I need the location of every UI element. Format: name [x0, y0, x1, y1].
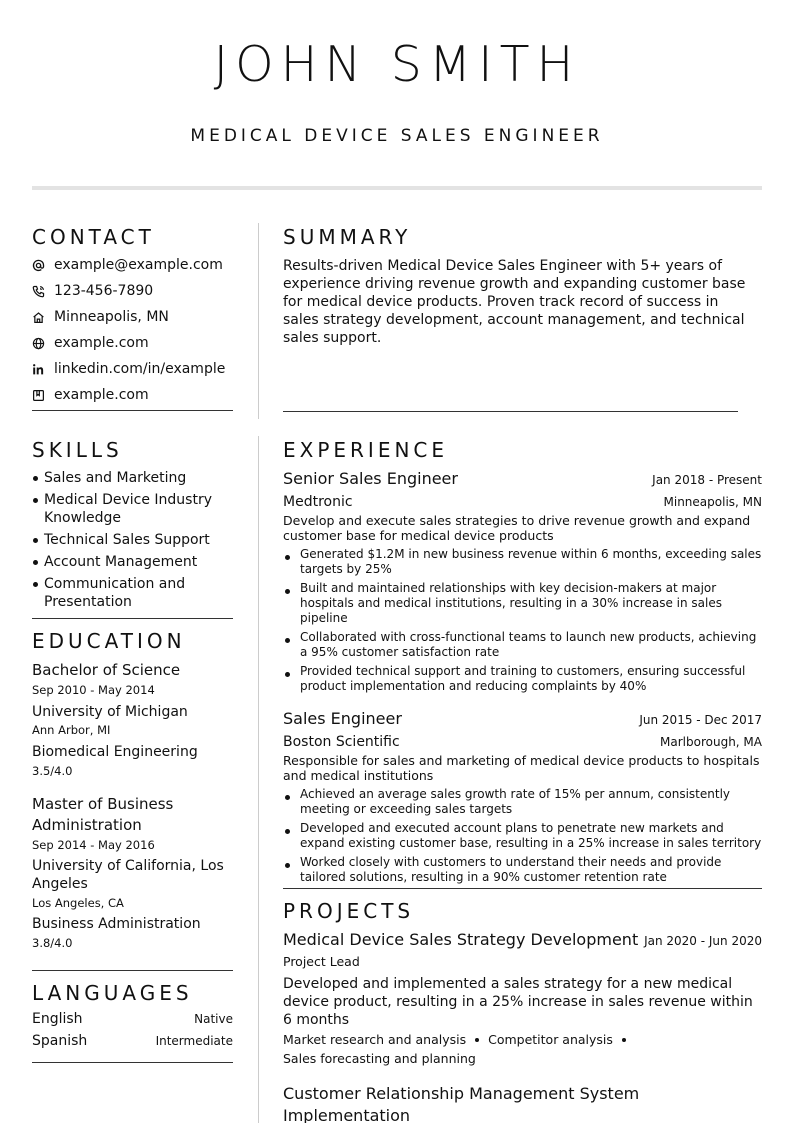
linkedin-icon: [32, 363, 54, 376]
project-tags: [283, 1030, 762, 1068]
candidate-name: JOHN SMITH: [213, 36, 581, 93]
contact-title: CONTACT: [32, 225, 155, 249]
contact-linkedin[interactable]: [32, 356, 233, 382]
summary-text: Results-driven Medical Device Sales Engineer with 5+ years of experience driving revenue growth and expanding customer base for medical device products. Proven track record of success in sales strategy development, account management, and technical sales support.: [283, 258, 746, 346]
tag-separator: [622, 1038, 626, 1042]
project-tag: Competitor analysis: [488, 1032, 613, 1047]
language-name: English: [32, 1011, 83, 1027]
summary-divider: [283, 411, 738, 412]
job-dates: Jan 2018 - Present: [652, 473, 762, 487]
achievement-item: Developed and executed account plans to penetrate new markets and expand existing customer base, resulting in a 25% increase in sales territory: [283, 821, 762, 851]
job-entry: [283, 708, 762, 885]
project-title: Medical Device Sales Strategy Development: [283, 930, 639, 949]
contact-section: [32, 225, 233, 411]
skill-item: Medical Device Industry Knowledge: [32, 491, 233, 527]
edu-gpa: 3.5/4.0: [32, 764, 73, 778]
experience-divider: [283, 888, 762, 889]
project-entry: [283, 1083, 762, 1123]
job-title: Senior Sales Engineer: [283, 469, 458, 488]
education-entry: [32, 660, 233, 779]
projects-title: PROJECTS: [283, 899, 415, 923]
summary-section: [283, 225, 746, 347]
achievement-item: Built and maintained relationships with key decision-makers at major hospitals and medical institutions, resulting in a 30% increase in sales pipeline: [283, 581, 762, 626]
languages-section: [32, 981, 233, 1055]
job-entry: [283, 468, 762, 694]
column-divider-top: [258, 223, 259, 419]
project-dates: Jan 2020 - Jun 2020: [644, 934, 762, 948]
contact-portfolio[interactable]: [32, 382, 233, 408]
education-section: [32, 629, 233, 951]
contact-phone[interactable]: [32, 278, 233, 304]
column-divider-bottom: [258, 436, 259, 1123]
achievement-item: Collaborated with cross-functional teams to launch new products, achieving a 95% customer satisfaction rate: [283, 630, 762, 660]
skills-title: SKILLS: [32, 438, 123, 462]
portfolio-icon: [32, 389, 54, 402]
project-tag: Market research and analysis: [283, 1032, 467, 1047]
skill-item: Communication and Presentation: [32, 575, 233, 611]
home-icon: [32, 311, 54, 324]
edu-location: Los Angeles, CA: [32, 896, 124, 910]
experience-title: EXPERIENCE: [283, 438, 449, 462]
globe-icon: [32, 337, 54, 350]
job-company: Boston Scientific: [283, 734, 400, 750]
skills-divider: [32, 618, 233, 619]
project-role: Project Lead: [283, 954, 360, 969]
skill-item: Sales and Marketing: [32, 469, 233, 487]
contact-email[interactable]: [32, 252, 233, 278]
edu-gpa: 3.8/4.0: [32, 936, 73, 950]
achievement-item: Generated $1.2M in new business revenue within 6 months, exceeding sales targets by 25%: [283, 547, 762, 577]
language-row: [32, 1011, 233, 1033]
edu-dates: Sep 2010 - May 2014: [32, 683, 155, 697]
edu-school: University of Michigan: [32, 704, 188, 720]
candidate-role: MEDICAL DEVICE SALES ENGINEER: [190, 126, 604, 146]
skills-section: [32, 438, 233, 615]
skill-item: Account Management: [32, 553, 233, 571]
edu-dates: Sep 2014 - May 2016: [32, 838, 155, 852]
contact-phone-text: 123-456-7890: [54, 283, 154, 299]
contact-linkedin-text: linkedin.com/in/example: [54, 361, 226, 377]
edu-school: University of California, Los Angeles: [32, 858, 224, 892]
job-dates: Jun 2015 - Dec 2017: [639, 713, 762, 727]
job-location: Marlborough, MA: [660, 735, 762, 749]
languages-divider: [32, 1062, 233, 1063]
language-level: Intermediate: [155, 1034, 233, 1048]
contact-portfolio-text: example.com: [54, 387, 149, 403]
project-title: Customer Relationship Management System Implementation: [283, 1084, 640, 1123]
contact-location: [32, 304, 233, 330]
edu-degree: Bachelor of Science: [32, 661, 181, 679]
job-company: Medtronic: [283, 494, 353, 510]
skill-item: Technical Sales Support: [32, 531, 233, 549]
contact-location-text: Minneapolis, MN: [54, 309, 169, 325]
language-name: Spanish: [32, 1033, 88, 1049]
achievement-item: Provided technical support and training to customers, ensuring successful product implementation and reducing complaints by 40%: [283, 664, 762, 694]
edu-location: Ann Arbor, MI: [32, 723, 111, 737]
project-description: Developed and implemented a sales strategy for a new medical device product, resulting in a 25% increase in sales revenue within 6 months: [283, 976, 753, 1028]
language-level: Native: [194, 1012, 233, 1026]
contact-website-text: example.com: [54, 335, 149, 351]
achievement-item: Worked closely with customers to understand their needs and provide tailored solutions, resulting in a 90% customer retention rate: [283, 855, 762, 885]
job-description: Responsible for sales and marketing of medical device products to hospitals and medical institutions: [283, 753, 760, 783]
achievement-item: Achieved an average sales growth rate of 15% per annum, consistently meeting or exceeding sales targets: [283, 787, 762, 817]
edu-degree: Master of Business Administration: [32, 795, 174, 834]
contact-website[interactable]: [32, 330, 233, 356]
header-divider: [32, 186, 762, 190]
tag-separator: [475, 1038, 479, 1042]
education-title: EDUCATION: [32, 629, 186, 653]
language-row: [32, 1033, 233, 1055]
phone-icon: [32, 285, 54, 298]
projects-section: [283, 899, 762, 1123]
project-tag: Sales forecasting and planning: [283, 1051, 476, 1066]
edu-field: Biomedical Engineering: [32, 744, 198, 760]
summary-title: SUMMARY: [283, 225, 412, 249]
contact-divider: [32, 410, 233, 411]
project-entry: [283, 929, 762, 1068]
edu-field: Business Administration: [32, 916, 201, 932]
contact-email-text: example@example.com: [54, 257, 223, 273]
education-entry: [32, 794, 233, 951]
languages-title: LANGUAGES: [32, 981, 193, 1005]
at-icon: [32, 259, 54, 272]
education-divider: [32, 970, 233, 971]
job-title: Sales Engineer: [283, 709, 402, 728]
experience-section: [283, 438, 762, 889]
job-location: Minneapolis, MN: [663, 495, 762, 509]
job-description: Develop and execute sales strategies to drive revenue growth and expand customer base for medical device products: [283, 513, 751, 543]
